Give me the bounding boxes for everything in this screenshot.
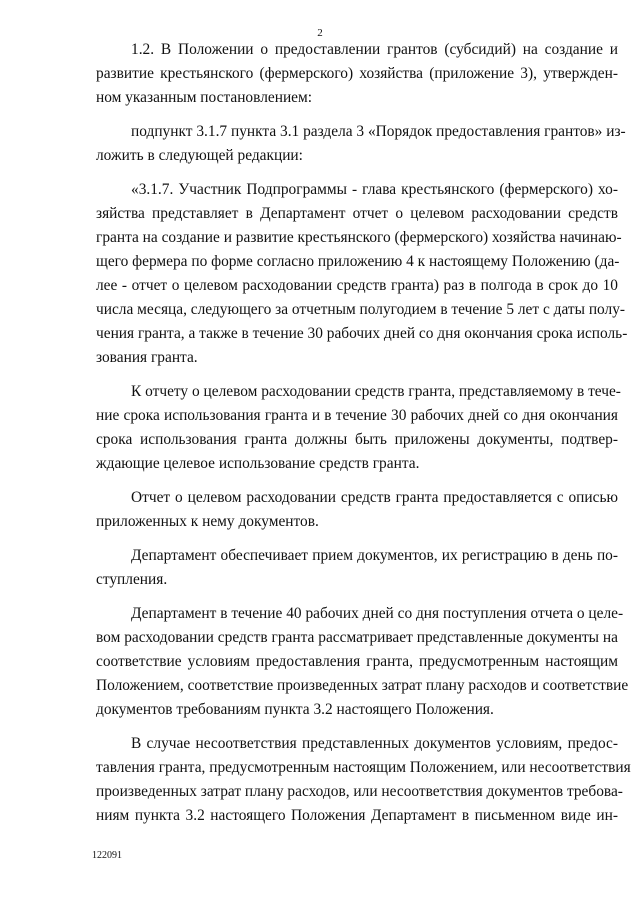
text-line: приложенных к нему документов. bbox=[96, 513, 319, 530]
text-line: зяйства представляет в Департамент отчет о целевом расходовании средств bbox=[96, 205, 618, 222]
text-line: числа месяца, следующего за отчетным полугодием в течение 5 лет с даты полу- bbox=[96, 301, 626, 318]
text-line: ждающие целевое использование средств гранта. bbox=[96, 455, 420, 472]
paragraph bbox=[96, 120, 626, 168]
text-line: щего фермера по форме согласно приложению 4 к настоящему Положению (да- bbox=[96, 253, 620, 270]
paragraph bbox=[96, 178, 628, 370]
paragraph bbox=[96, 602, 629, 722]
text-line: чения гранта, а также в течение 30 рабочих дней со дня окончания срока исполь- bbox=[96, 325, 628, 342]
page-number: 2 bbox=[317, 27, 323, 39]
text-line: ном указанным постановлением: bbox=[96, 89, 313, 106]
paragraph bbox=[96, 38, 618, 110]
document-code: 122091 bbox=[92, 850, 122, 861]
text-line: произведенных затрат плану расходов, или несоответствия документов требова- bbox=[96, 783, 623, 800]
text-line: гранта на создание и развитие крестьянского (фермерского) хозяйства начинаю- bbox=[96, 229, 622, 246]
document-body bbox=[96, 38, 631, 838]
text-line: ние срока использования гранта и в течение 30 рабочих дней со дня окончания bbox=[96, 407, 618, 424]
text-line: тавления гранта, предусмотренным настоящим Положением, или несоответствия bbox=[96, 759, 631, 776]
paragraph bbox=[96, 486, 618, 534]
text-line: Положением, соответствие произведенных затрат плану расходов и соответствие bbox=[96, 677, 629, 694]
text-line: соответствие условиям предоставления гранта, предусмотренным настоящим bbox=[96, 653, 618, 670]
text-line: зования гранта. bbox=[96, 349, 198, 366]
paragraph bbox=[96, 732, 631, 828]
text-line: Отчет о целевом расходовании средств гранта предоставляется с описью bbox=[131, 489, 618, 506]
text-line: 1.2. В Положении о предоставлении грантов (субсидий) на создание и bbox=[131, 41, 618, 58]
text-line: развитие крестьянского (фермерского) хозяйства (приложение 3), утвержден- bbox=[96, 65, 618, 82]
text-line: ложить в следующей редакции: bbox=[96, 147, 303, 164]
text-line: подпункт 3.1.7 пункта 3.1 раздела 3 «Порядок предоставления грантов» из- bbox=[131, 123, 626, 140]
text-line: документов требованиям пункта 3.2 настоящего Положения. bbox=[96, 701, 494, 718]
text-line: Департамент в течение 40 рабочих дней со дня поступления отчета о целе- bbox=[131, 605, 624, 622]
text-line: ниям пункта 3.2 настоящего Положения Департамент в письменном виде ин- bbox=[96, 807, 618, 824]
paragraph bbox=[96, 380, 621, 476]
text-line: Департамент обеспечивает прием документов, их регистрацию в день по- bbox=[131, 547, 618, 564]
text-line: К отчету о целевом расходовании средств гранта, представляемому в тече- bbox=[131, 383, 621, 400]
text-line: лее - отчет о целевом расходовании средств гранта) раз в полгода в срок до 10 bbox=[96, 277, 618, 294]
text-line: «3.1.7. Участник Подпрограммы - глава крестьянского (фермерского) хо- bbox=[131, 181, 618, 198]
text-line: срока использования гранта должны быть приложены документы, подтвер- bbox=[96, 431, 618, 448]
text-line: вом расходовании средств гранта рассматривает представленные документы на bbox=[96, 629, 618, 646]
text-line: В случае несоответствия представленных документов условиям, предос- bbox=[131, 735, 618, 752]
paragraph bbox=[96, 544, 618, 592]
text-line: ступления. bbox=[96, 571, 168, 588]
